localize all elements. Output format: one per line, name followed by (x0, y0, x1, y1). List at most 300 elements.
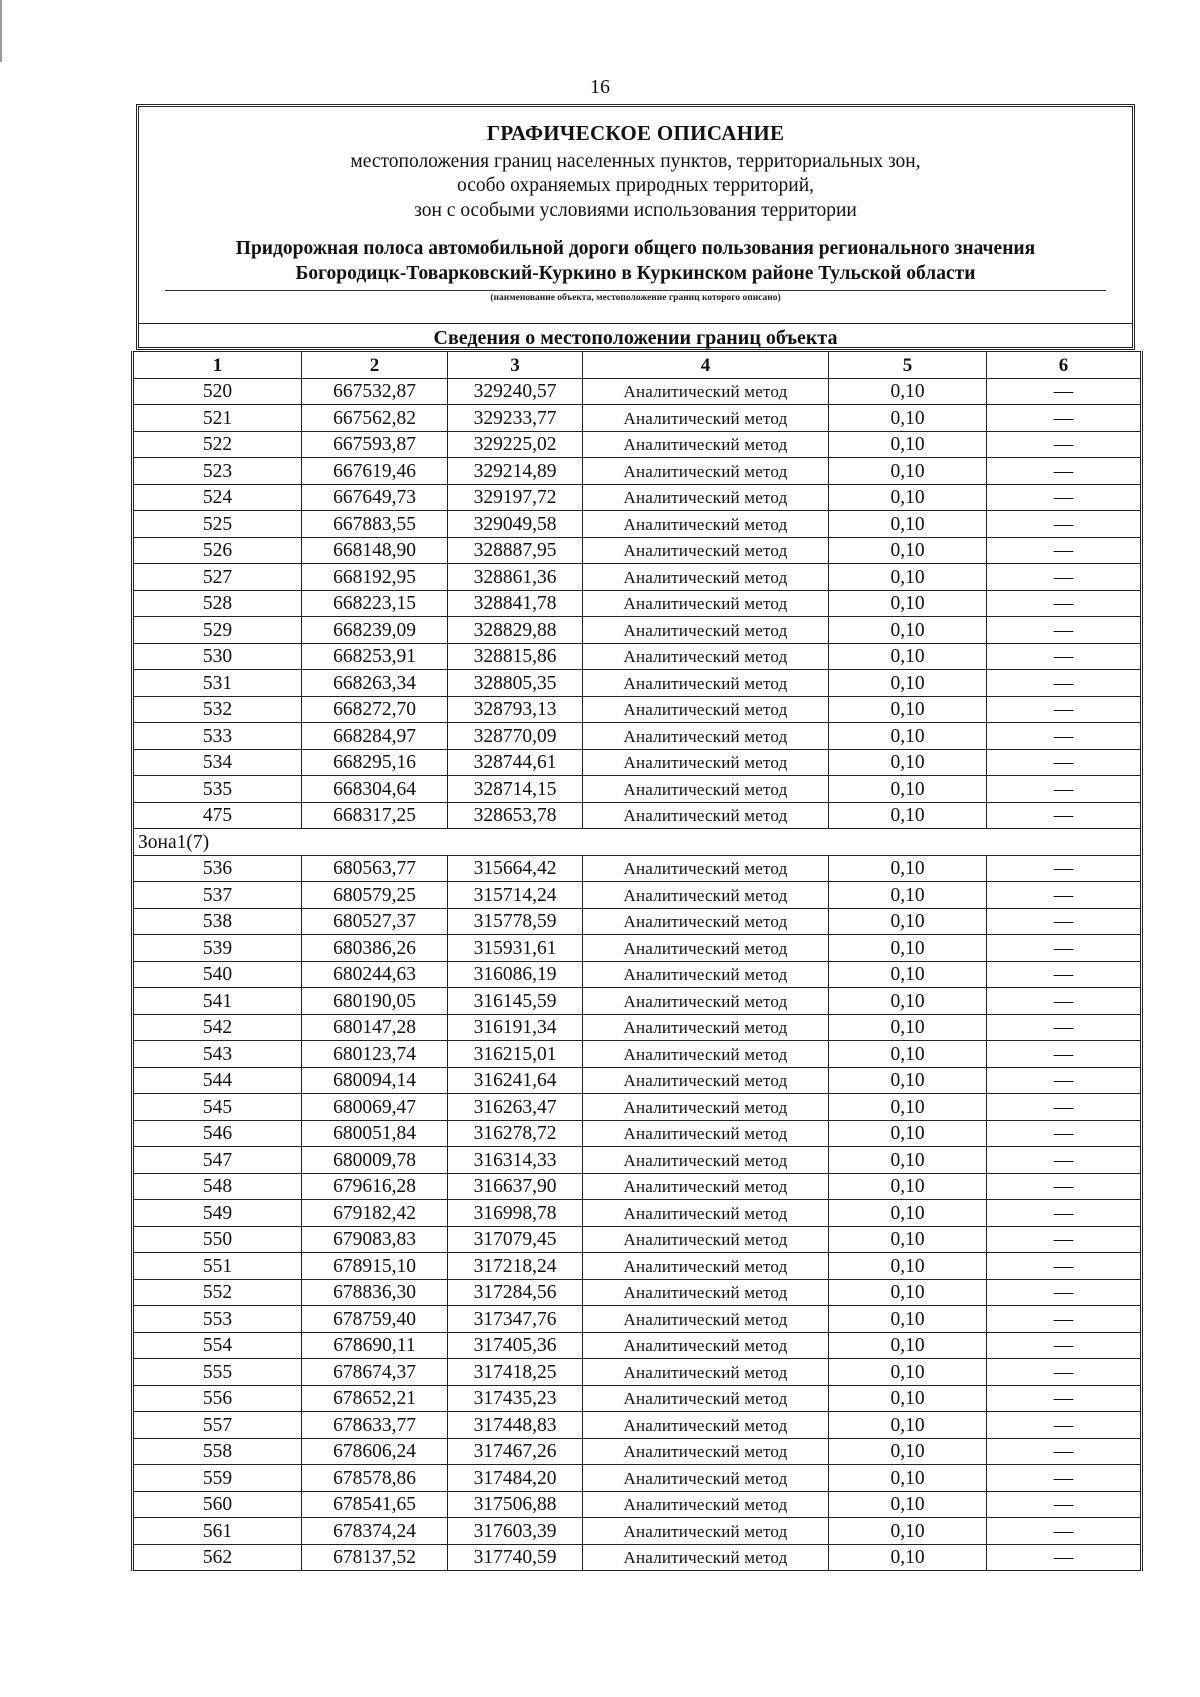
method-cell: Аналитический метод (583, 802, 829, 829)
point-number-cell: 549 (133, 1200, 302, 1227)
method-cell: Аналитический метод (583, 1332, 829, 1359)
precision-cell: 0,10 (829, 590, 987, 617)
table-row (133, 1200, 1142, 1227)
y-coordinate-cell: 328861,36 (448, 564, 583, 591)
y-coordinate-cell: 328793,13 (448, 696, 583, 723)
precision-cell: 0,10 (829, 1147, 987, 1174)
description-cell: — (987, 723, 1142, 750)
table-row (133, 1067, 1142, 1094)
method-cell: Аналитический метод (583, 511, 829, 538)
table-row (133, 643, 1142, 670)
point-number-cell: 546 (133, 1120, 302, 1147)
x-coordinate-cell: 668317,25 (302, 802, 448, 829)
x-coordinate-cell: 667883,55 (302, 511, 448, 538)
method-cell: Аналитический метод (583, 935, 829, 962)
x-coordinate-cell: 668263,34 (302, 670, 448, 697)
method-cell: Аналитический метод (583, 1359, 829, 1386)
x-coordinate-cell: 678374,24 (302, 1518, 448, 1545)
precision-cell: 0,10 (829, 1120, 987, 1147)
precision-cell: 0,10 (829, 988, 987, 1015)
point-number-cell: 555 (133, 1359, 302, 1386)
point-number-cell: 475 (133, 802, 302, 829)
table-row (133, 935, 1142, 962)
precision-cell: 0,10 (829, 537, 987, 564)
description-cell: — (987, 1491, 1142, 1518)
table-row (133, 1544, 1142, 1571)
table-header-row (133, 352, 1142, 379)
y-coordinate-cell: 328770,09 (448, 723, 583, 750)
precision-cell: 0,10 (829, 1200, 987, 1227)
subtitle-line-2: особо охраняемых природных территорий, (457, 175, 814, 196)
x-coordinate-cell: 680147,28 (302, 1014, 448, 1041)
method-cell: Аналитический метод (583, 1226, 829, 1253)
y-coordinate-cell: 328653,78 (448, 802, 583, 829)
y-coordinate-cell: 317284,56 (448, 1279, 583, 1306)
description-cell: — (987, 511, 1142, 538)
object-underline (165, 290, 1106, 291)
method-cell: Аналитический метод (583, 405, 829, 432)
method-cell: Аналитический метод (583, 1120, 829, 1147)
table-row (133, 1332, 1142, 1359)
table-row (133, 776, 1142, 803)
description-cell: — (987, 1014, 1142, 1041)
x-coordinate-cell: 678137,52 (302, 1544, 448, 1571)
method-cell: Аналитический метод (583, 776, 829, 803)
method-cell: Аналитический метод (583, 537, 829, 564)
description-cell: — (987, 537, 1142, 564)
point-number-cell: 523 (133, 458, 302, 485)
precision-cell: 0,10 (829, 1173, 987, 1200)
point-number-cell: 559 (133, 1465, 302, 1492)
point-number-cell: 533 (133, 723, 302, 750)
description-cell: — (987, 564, 1142, 591)
point-number-cell: 527 (133, 564, 302, 591)
y-coordinate-cell: 317484,20 (448, 1465, 583, 1492)
x-coordinate-cell: 667619,46 (302, 458, 448, 485)
x-coordinate-cell: 680009,78 (302, 1147, 448, 1174)
point-number-cell: 534 (133, 749, 302, 776)
table-row (133, 617, 1142, 644)
x-coordinate-cell: 678652,21 (302, 1385, 448, 1412)
table-row (133, 564, 1142, 591)
x-coordinate-cell: 668295,16 (302, 749, 448, 776)
point-number-cell: 561 (133, 1518, 302, 1545)
point-number-cell: 536 (133, 855, 302, 882)
description-cell: — (987, 776, 1142, 803)
precision-cell: 0,10 (829, 643, 987, 670)
point-number-cell: 550 (133, 1226, 302, 1253)
y-coordinate-cell: 328829,88 (448, 617, 583, 644)
y-coordinate-cell: 317418,25 (448, 1359, 583, 1386)
precision-cell: 0,10 (829, 1014, 987, 1041)
x-coordinate-cell: 678541,65 (302, 1491, 448, 1518)
method-cell: Аналитический метод (583, 723, 829, 750)
description-cell: — (987, 988, 1142, 1015)
object-name-line-2: Богородицк-Товарковский-Куркино в Куркинском районе Тульской области (295, 263, 976, 284)
x-coordinate-cell: 678606,24 (302, 1438, 448, 1465)
column-header-2: 2 (302, 352, 448, 379)
method-cell: Аналитический метод (583, 670, 829, 697)
x-coordinate-cell: 680190,05 (302, 988, 448, 1015)
description-cell: — (987, 1359, 1142, 1386)
method-cell: Аналитический метод (583, 1200, 829, 1227)
table-row (133, 882, 1142, 909)
y-coordinate-cell: 316314,33 (448, 1147, 583, 1174)
y-coordinate-cell: 328841,78 (448, 590, 583, 617)
table-row (133, 1041, 1142, 1068)
table-row (133, 1438, 1142, 1465)
precision-cell: 0,10 (829, 935, 987, 962)
table-row (133, 590, 1142, 617)
precision-cell: 0,10 (829, 1067, 987, 1094)
y-coordinate-cell: 329240,57 (448, 378, 583, 405)
method-cell: Аналитический метод (583, 908, 829, 935)
coordinates-table (131, 351, 1143, 1571)
point-number-cell: 532 (133, 696, 302, 723)
object-caption: (наименование объекта, местоположение границ которого описано) (490, 293, 781, 303)
x-coordinate-cell: 678759,40 (302, 1306, 448, 1333)
description-cell: — (987, 1094, 1142, 1121)
x-coordinate-cell: 678633,77 (302, 1412, 448, 1439)
x-coordinate-cell: 680069,47 (302, 1094, 448, 1121)
y-coordinate-cell: 328805,35 (448, 670, 583, 697)
point-number-cell: 551 (133, 1253, 302, 1280)
point-number-cell: 522 (133, 431, 302, 458)
table-row (133, 1094, 1142, 1121)
x-coordinate-cell: 680563,77 (302, 855, 448, 882)
precision-cell: 0,10 (829, 564, 987, 591)
method-cell: Аналитический метод (583, 1438, 829, 1465)
description-cell: — (987, 1518, 1142, 1545)
x-coordinate-cell: 678674,37 (302, 1359, 448, 1386)
x-coordinate-cell: 679182,42 (302, 1200, 448, 1227)
method-cell: Аналитический метод (583, 1544, 829, 1571)
x-coordinate-cell: 680386,26 (302, 935, 448, 962)
method-cell: Аналитический метод (583, 1067, 829, 1094)
x-coordinate-cell: 667649,73 (302, 484, 448, 511)
method-cell: Аналитический метод (583, 590, 829, 617)
precision-cell: 0,10 (829, 1359, 987, 1386)
point-number-cell: 520 (133, 378, 302, 405)
description-cell: — (987, 802, 1142, 829)
point-number-cell: 548 (133, 1173, 302, 1200)
x-coordinate-cell: 679083,83 (302, 1226, 448, 1253)
description-cell: — (987, 458, 1142, 485)
description-cell: — (987, 1332, 1142, 1359)
y-coordinate-cell: 316637,90 (448, 1173, 583, 1200)
description-cell: — (987, 484, 1142, 511)
y-coordinate-cell: 329233,77 (448, 405, 583, 432)
table-row (133, 378, 1142, 405)
point-number-cell: 556 (133, 1385, 302, 1412)
precision-cell: 0,10 (829, 696, 987, 723)
column-header-4: 4 (583, 352, 829, 379)
scan-edge-mark (0, 0, 2, 62)
point-number-cell: 553 (133, 1306, 302, 1333)
method-cell: Аналитический метод (583, 458, 829, 485)
x-coordinate-cell: 668223,15 (302, 590, 448, 617)
point-number-cell: 531 (133, 670, 302, 697)
description-cell: — (987, 855, 1142, 882)
table-row (133, 1120, 1142, 1147)
column-header-1: 1 (133, 352, 302, 379)
x-coordinate-cell: 678690,11 (302, 1332, 448, 1359)
y-coordinate-cell: 316191,34 (448, 1014, 583, 1041)
precision-cell: 0,10 (829, 1253, 987, 1280)
description-cell: — (987, 405, 1142, 432)
precision-cell: 0,10 (829, 1518, 987, 1545)
description-cell: — (987, 1041, 1142, 1068)
precision-cell: 0,10 (829, 670, 987, 697)
table-row (133, 1465, 1142, 1492)
x-coordinate-cell: 667532,87 (302, 378, 448, 405)
method-cell: Аналитический метод (583, 1279, 829, 1306)
precision-cell: 0,10 (829, 617, 987, 644)
x-coordinate-cell: 680579,25 (302, 882, 448, 909)
method-cell: Аналитический метод (583, 378, 829, 405)
table-row (133, 670, 1142, 697)
precision-cell: 0,10 (829, 1226, 987, 1253)
x-coordinate-cell: 678915,10 (302, 1253, 448, 1280)
y-coordinate-cell: 316263,47 (448, 1094, 583, 1121)
description-cell: — (987, 1120, 1142, 1147)
precision-cell: 0,10 (829, 1094, 987, 1121)
precision-cell: 0,10 (829, 908, 987, 935)
y-coordinate-cell: 317405,36 (448, 1332, 583, 1359)
method-cell: Аналитический метод (583, 855, 829, 882)
point-number-cell: 538 (133, 908, 302, 935)
precision-cell: 0,10 (829, 1041, 987, 1068)
description-cell: — (987, 1544, 1142, 1571)
y-coordinate-cell: 329197,72 (448, 484, 583, 511)
y-coordinate-cell: 316215,01 (448, 1041, 583, 1068)
table-row (133, 1147, 1142, 1174)
method-cell: Аналитический метод (583, 1094, 829, 1121)
description-cell: — (987, 1200, 1142, 1227)
x-coordinate-cell: 680527,37 (302, 908, 448, 935)
point-number-cell: 562 (133, 1544, 302, 1571)
column-header-3: 3 (448, 352, 583, 379)
subtitle-line-3: зон с особыми условиями использования территории (414, 200, 857, 221)
precision-cell: 0,10 (829, 458, 987, 485)
description-cell: — (987, 1253, 1142, 1280)
description-cell: — (987, 1465, 1142, 1492)
table-row (133, 1173, 1142, 1200)
page-number: 16 (590, 76, 610, 98)
precision-cell: 0,10 (829, 855, 987, 882)
x-coordinate-cell: 668239,09 (302, 617, 448, 644)
x-coordinate-cell: 668253,91 (302, 643, 448, 670)
point-number-cell: 554 (133, 1332, 302, 1359)
table-row (133, 431, 1142, 458)
y-coordinate-cell: 329225,02 (448, 431, 583, 458)
table-row (133, 1518, 1142, 1545)
y-coordinate-cell: 316278,72 (448, 1120, 583, 1147)
table-row (133, 1279, 1142, 1306)
table-row (133, 1491, 1142, 1518)
description-cell: — (987, 1438, 1142, 1465)
point-number-cell: 528 (133, 590, 302, 617)
table-row (133, 1385, 1142, 1412)
point-number-cell: 521 (133, 405, 302, 432)
table-row (133, 1306, 1142, 1333)
precision-cell: 0,10 (829, 1306, 987, 1333)
precision-cell: 0,10 (829, 776, 987, 803)
table-row (133, 511, 1142, 538)
precision-cell: 0,10 (829, 1279, 987, 1306)
description-cell: — (987, 696, 1142, 723)
precision-cell: 0,10 (829, 1438, 987, 1465)
x-coordinate-cell: 668192,95 (302, 564, 448, 591)
x-coordinate-cell: 680094,14 (302, 1067, 448, 1094)
point-number-cell: 537 (133, 882, 302, 909)
method-cell: Аналитический метод (583, 1412, 829, 1439)
method-cell: Аналитический метод (583, 749, 829, 776)
point-number-cell: 552 (133, 1279, 302, 1306)
x-coordinate-cell: 667562,82 (302, 405, 448, 432)
precision-cell: 0,10 (829, 1544, 987, 1571)
method-cell: Аналитический метод (583, 961, 829, 988)
point-number-cell: 525 (133, 511, 302, 538)
column-header-6: 6 (987, 352, 1142, 379)
table-row (133, 405, 1142, 432)
precision-cell: 0,10 (829, 431, 987, 458)
description-cell: — (987, 1279, 1142, 1306)
table-row (133, 696, 1142, 723)
method-cell: Аналитический метод (583, 643, 829, 670)
x-coordinate-cell: 680051,84 (302, 1120, 448, 1147)
y-coordinate-cell: 328744,61 (448, 749, 583, 776)
document-header (136, 104, 1135, 350)
object-name-line-1: Придорожная полоса автомобильной дороги общего пользования регионального значения (235, 238, 1036, 259)
table-row (133, 537, 1142, 564)
table-row (133, 484, 1142, 511)
precision-cell: 0,10 (829, 1332, 987, 1359)
y-coordinate-cell: 317079,45 (448, 1226, 583, 1253)
method-cell: Аналитический метод (583, 1465, 829, 1492)
x-coordinate-cell: 678836,30 (302, 1279, 448, 1306)
description-cell: — (987, 1067, 1142, 1094)
table-row (133, 1412, 1142, 1439)
point-number-cell: 545 (133, 1094, 302, 1121)
y-coordinate-cell: 329214,89 (448, 458, 583, 485)
table-row (133, 749, 1142, 776)
precision-cell: 0,10 (829, 882, 987, 909)
y-coordinate-cell: 328714,15 (448, 776, 583, 803)
y-coordinate-cell: 316086,19 (448, 961, 583, 988)
x-coordinate-cell: 668148,90 (302, 537, 448, 564)
precision-cell: 0,10 (829, 511, 987, 538)
description-cell: — (987, 935, 1142, 962)
table-row (133, 1226, 1142, 1253)
method-cell: Аналитический метод (583, 617, 829, 644)
precision-cell: 0,10 (829, 484, 987, 511)
y-coordinate-cell: 317448,83 (448, 1412, 583, 1439)
method-cell: Аналитический метод (583, 431, 829, 458)
description-cell: — (987, 590, 1142, 617)
description-cell: — (987, 908, 1142, 935)
method-cell: Аналитический метод (583, 1491, 829, 1518)
table-row (133, 458, 1142, 485)
section-divider (139, 323, 1132, 324)
precision-cell: 0,10 (829, 1491, 987, 1518)
y-coordinate-cell: 315931,61 (448, 935, 583, 962)
precision-cell: 0,10 (829, 802, 987, 829)
y-coordinate-cell: 317467,26 (448, 1438, 583, 1465)
description-cell: — (987, 882, 1142, 909)
table-row (133, 855, 1142, 882)
method-cell: Аналитический метод (583, 1147, 829, 1174)
method-cell: Аналитический метод (583, 564, 829, 591)
table-row (133, 1359, 1142, 1386)
point-number-cell: 540 (133, 961, 302, 988)
description-cell: — (987, 670, 1142, 697)
y-coordinate-cell: 317435,23 (448, 1385, 583, 1412)
precision-cell: 0,10 (829, 378, 987, 405)
point-number-cell: 539 (133, 935, 302, 962)
method-cell: Аналитический метод (583, 1306, 829, 1333)
x-coordinate-cell: 678578,86 (302, 1465, 448, 1492)
description-cell: — (987, 1385, 1142, 1412)
description-cell: — (987, 1306, 1142, 1333)
table-row (133, 1253, 1142, 1280)
document-title: ГРАФИЧЕСКОЕ ОПИСАНИЕ (486, 121, 785, 145)
method-cell: Аналитический метод (583, 1041, 829, 1068)
description-cell: — (987, 378, 1142, 405)
point-number-cell: 560 (133, 1491, 302, 1518)
description-cell: — (987, 961, 1142, 988)
x-coordinate-cell: 680123,74 (302, 1041, 448, 1068)
description-cell: — (987, 1412, 1142, 1439)
method-cell: Аналитический метод (583, 1253, 829, 1280)
precision-cell: 0,10 (829, 1385, 987, 1412)
section-title: Сведения о местоположении границ объекта (433, 327, 838, 349)
point-number-cell: 529 (133, 617, 302, 644)
y-coordinate-cell: 316241,64 (448, 1067, 583, 1094)
point-number-cell: 543 (133, 1041, 302, 1068)
point-number-cell: 542 (133, 1014, 302, 1041)
point-number-cell: 530 (133, 643, 302, 670)
x-coordinate-cell: 668284,97 (302, 723, 448, 750)
table-row (133, 988, 1142, 1015)
y-coordinate-cell: 317740,59 (448, 1544, 583, 1571)
x-coordinate-cell: 668272,70 (302, 696, 448, 723)
point-number-cell: 541 (133, 988, 302, 1015)
table-row (133, 1014, 1142, 1041)
point-number-cell: 544 (133, 1067, 302, 1094)
point-number-cell: 524 (133, 484, 302, 511)
description-cell: — (987, 749, 1142, 776)
table-row (133, 908, 1142, 935)
point-number-cell: 547 (133, 1147, 302, 1174)
method-cell: Аналитический метод (583, 696, 829, 723)
y-coordinate-cell: 315778,59 (448, 908, 583, 935)
column-header-5: 5 (829, 352, 987, 379)
y-coordinate-cell: 328887,95 (448, 537, 583, 564)
y-coordinate-cell: 315664,42 (448, 855, 583, 882)
precision-cell: 0,10 (829, 1412, 987, 1439)
method-cell: Аналитический метод (583, 1385, 829, 1412)
table-row (133, 961, 1142, 988)
method-cell: Аналитический метод (583, 1173, 829, 1200)
y-coordinate-cell: 316145,59 (448, 988, 583, 1015)
description-cell: — (987, 617, 1142, 644)
x-coordinate-cell: 668304,64 (302, 776, 448, 803)
y-coordinate-cell: 317218,24 (448, 1253, 583, 1280)
description-cell: — (987, 431, 1142, 458)
description-cell: — (987, 1147, 1142, 1174)
description-cell: — (987, 1226, 1142, 1253)
